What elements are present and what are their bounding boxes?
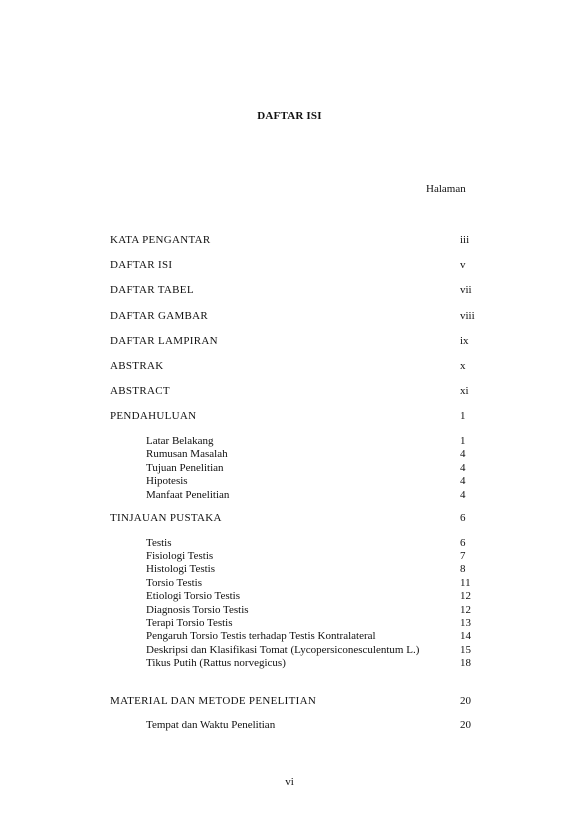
toc-subentry	[110, 550, 490, 563]
toc-subentry-label: Diagnosis Torsio Testis	[146, 603, 249, 616]
toc-subentry-label: Deskripsi dan Klasifikasi Tomat (Lycopersiconesculentum L.)	[146, 643, 420, 656]
toc-entry-label: DAFTAR GAMBAR	[110, 309, 209, 322]
toc-entry-label: TINJAUAN PUSTAKA	[110, 511, 222, 524]
toc-subentry	[110, 563, 490, 576]
toc-entry-page: iii	[460, 234, 470, 246]
toc-entry-page: v	[460, 259, 466, 272]
toc-subentry	[110, 448, 490, 461]
toc-subentry-page: 7	[460, 550, 466, 563]
toc-entry-page: 1	[460, 410, 466, 423]
toc-entry-label: DAFTAR TABEL	[110, 284, 194, 297]
toc-entry-daftar-lampiran	[110, 335, 490, 360]
toc-subentry-page: 15	[460, 643, 471, 656]
toc-subentry-page: 1	[460, 435, 466, 447]
toc-subentry	[110, 489, 490, 502]
toc-subentry-label: Terapi Torsio Testis	[146, 616, 233, 629]
toc-entry-label: DAFTAR ISI	[110, 259, 173, 272]
toc-subentry-page: 4	[460, 448, 466, 461]
toc-subentry-page: 20	[460, 719, 471, 732]
toc-subentry	[110, 644, 490, 657]
toc-subentry-label: Rumusan Masalah	[146, 448, 228, 461]
toc-entry-page: 20	[460, 694, 471, 707]
toc-subentry-label: Torsio Testis	[146, 576, 203, 589]
toc-entry-kata-pengantar	[110, 234, 490, 259]
toc-entry-daftar-isi	[110, 259, 490, 284]
toc-subentry	[110, 719, 490, 732]
toc-subentry	[110, 537, 490, 550]
toc-subentry-page: 12	[460, 590, 471, 603]
toc-subentry-page: 4	[460, 488, 466, 501]
toc-subentry-page: 12	[460, 603, 471, 616]
toc-subentry-label: Histologi Testis	[146, 563, 216, 576]
toc-subentry-page: 8	[460, 563, 466, 576]
toc-subentry-page: 14	[460, 630, 471, 643]
toc-entry-tinjauan-pustaka	[110, 512, 490, 537]
toc-entry-page: ix	[460, 334, 469, 347]
toc-entry-abstract	[110, 385, 490, 410]
toc-subentry-label: Tikus Putih (Rattus norvegicus)	[146, 657, 286, 670]
toc-entry-material-dan-metode	[110, 695, 490, 720]
page-number: vi	[285, 776, 294, 788]
toc-entry-label: KATA PENGANTAR	[110, 234, 211, 246]
toc-subentry	[110, 577, 490, 590]
toc-subentry-label: Hipotesis	[146, 475, 188, 488]
toc-entry-label: ABSTRACT	[110, 385, 170, 398]
toc-subentry-label: Tujuan Penelitian	[146, 461, 224, 474]
spacer	[110, 681, 490, 695]
toc-entry-abstrak	[110, 360, 490, 385]
toc-entry-page: xi	[460, 385, 469, 398]
toc-subentry-page: 6	[460, 536, 466, 549]
toc-entry-label: PENDAHULUAN	[110, 410, 197, 423]
toc-subentry-label: Fisiologi Testis	[146, 550, 214, 563]
toc-subentry	[110, 604, 490, 617]
toc-entry-page: viii	[460, 309, 475, 322]
toc-subentry-page: 4	[460, 475, 466, 488]
toc-entry-label: MATERIAL DAN METODE PENELITIAN	[110, 694, 317, 707]
toc-subentry-label: Testis	[146, 536, 172, 549]
toc-entry-daftar-gambar	[110, 310, 490, 335]
page-title: DAFTAR ISI	[257, 110, 322, 122]
toc-entry-daftar-tabel	[110, 284, 490, 309]
toc-subentry-label: Tempat dan Waktu Penelitian	[146, 719, 276, 732]
toc-subentry-page: 18	[460, 657, 471, 670]
toc-subentry-label: Latar Belakang	[146, 435, 214, 447]
toc-subentry	[110, 590, 490, 603]
toc-subentry	[110, 630, 490, 643]
toc-subentry	[110, 657, 490, 670]
toc-subentry	[110, 435, 490, 448]
toc-subsection-list	[110, 719, 490, 732]
toc-subsection-list	[110, 537, 490, 671]
toc-subentry-page: 11	[460, 576, 471, 589]
toc-subentry-page: 4	[460, 461, 466, 474]
toc-subentry-label: Etiologi Torsio Testis	[146, 590, 241, 603]
toc-subentry	[110, 475, 490, 488]
toc-entry-label: ABSTRAK	[110, 359, 164, 372]
toc-entry-page: x	[460, 359, 466, 372]
toc-subentry	[110, 462, 490, 475]
toc-entry-label: DAFTAR LAMPIRAN	[110, 334, 218, 347]
toc-subentry	[110, 617, 490, 630]
toc-entry-page: 6	[460, 511, 466, 524]
toc-entry-page: vii	[460, 284, 472, 297]
toc-subentry-label: Manfaat Penelitian	[146, 488, 230, 501]
page-column-header: Halaman	[426, 183, 466, 195]
table-of-contents	[110, 234, 490, 743]
toc-subentry-label: Pengaruh Torsio Testis terhadap Testis Kontralateral	[146, 630, 376, 643]
toc-subentry-page: 13	[460, 616, 471, 629]
toc-entry-pendahuluan	[110, 410, 490, 435]
toc-subsection-list	[110, 435, 490, 502]
